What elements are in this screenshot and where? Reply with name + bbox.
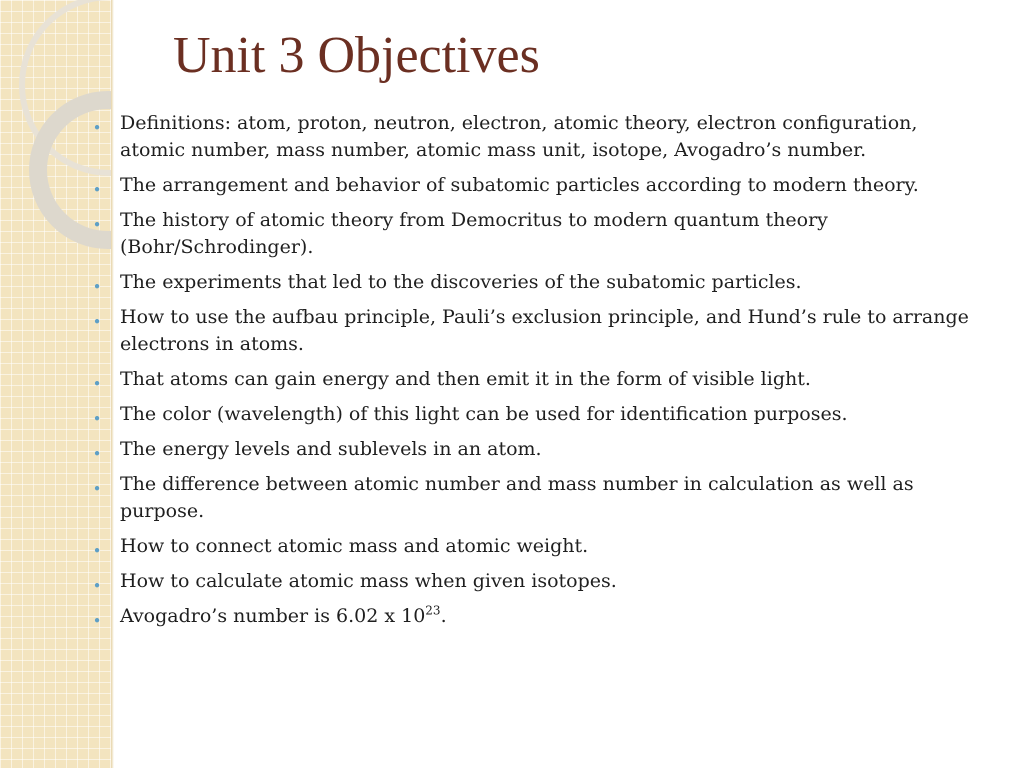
bullet-dot-icon: • <box>92 278 102 296</box>
bullet-dot-icon: • <box>92 216 102 234</box>
exponent-superscript: 23 <box>425 603 441 618</box>
bullet-dot-icon: • <box>92 612 102 630</box>
objective-text: The energy levels and sublevels in an atom. <box>120 438 542 460</box>
objective-text: The color (wavelength) of this light can be used for identification purposes. <box>120 403 848 425</box>
objective-text: How to use the aufbau principle, Pauli’s exclusion principle, and Hund’s rule to arrange electrons in atoms. <box>120 306 969 355</box>
slide-title: Unit 3 Objectives <box>173 27 540 84</box>
objective-item <box>88 366 988 393</box>
avogadro-text: Avogadro’s number is 6.02 x 10 <box>120 605 426 627</box>
objective-item <box>88 110 988 164</box>
objective-text <box>120 605 447 627</box>
objectives-list <box>88 110 988 638</box>
objective-text: That atoms can gain energy and then emit it in the form of visible light. <box>120 368 811 390</box>
objective-item <box>88 471 988 525</box>
bullet-dot-icon: • <box>92 119 102 137</box>
objective-item <box>88 568 988 595</box>
objective-text: The history of atomic theory from Democritus to modern quantum theory (Bohr/Schrodinger). <box>120 209 828 258</box>
objective-item <box>88 603 988 630</box>
objective-item <box>88 304 988 358</box>
objective-text: The arrangement and behavior of subatomic particles according to modern theory. <box>120 174 919 196</box>
bullet-dot-icon: • <box>92 313 102 331</box>
objective-text: How to connect atomic mass and atomic weight. <box>120 535 589 557</box>
objective-item <box>88 401 988 428</box>
objective-text: How to calculate atomic mass when given isotopes. <box>120 570 617 592</box>
objective-text: Definitions: atom, proton, neutron, electron, atomic theory, electron configuration, atomic number, mass number, atomic mass unit, isotope, Avogadro’s number. <box>120 112 918 161</box>
objective-item <box>88 436 988 463</box>
bullet-dot-icon: • <box>92 480 102 498</box>
bullet-dot-icon: • <box>92 375 102 393</box>
objective-item <box>88 269 988 296</box>
bullet-dot-icon: • <box>92 577 102 595</box>
objective-text: The experiments that led to the discoveries of the subatomic particles. <box>120 271 802 293</box>
objective-item <box>88 207 988 261</box>
bullet-dot-icon: • <box>92 445 102 463</box>
objective-text: The difference between atomic number and mass number in calculation as well as purpose. <box>120 473 914 522</box>
sentence-period: . <box>440 605 447 627</box>
objective-item <box>88 533 988 560</box>
bullet-dot-icon: • <box>92 542 102 560</box>
objective-item <box>88 172 988 199</box>
bullet-dot-icon: • <box>92 181 102 199</box>
bullet-dot-icon: • <box>92 410 102 428</box>
